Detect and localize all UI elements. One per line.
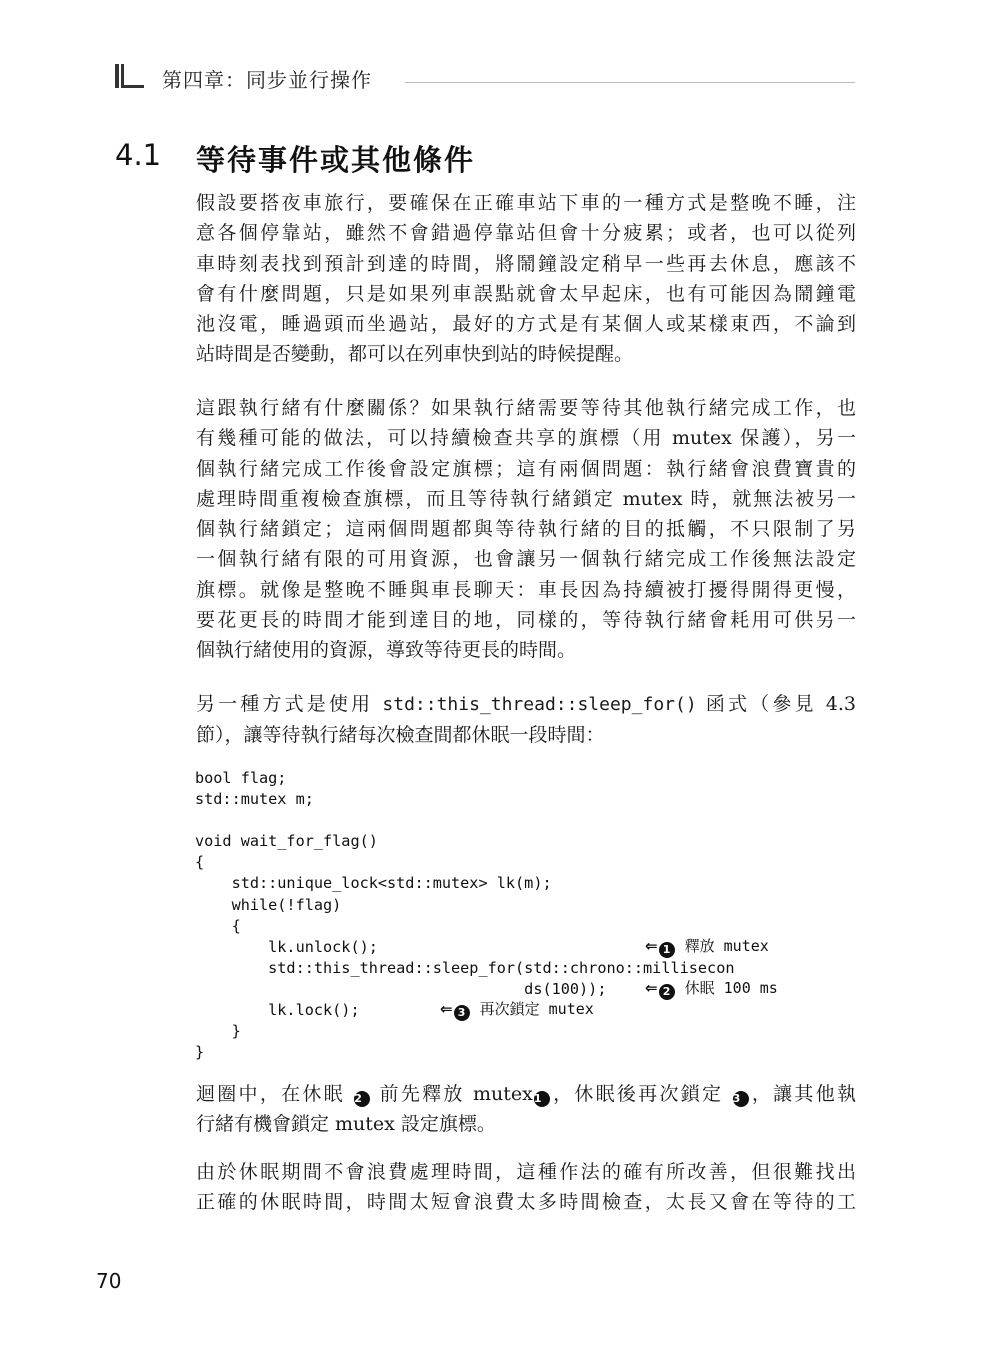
circled-number-2-icon: 2 [659, 984, 675, 1000]
paragraph-line: 假設要搭夜車旅行，要確保在正確車站下車的一種方式是整晚不睡，注 [196, 192, 856, 214]
paragraph-5 [196, 1157, 856, 1218]
text-run: 另一種方式是使用 [196, 693, 383, 715]
paragraph-line: 由於休眠期間不會浪費處理時間，這種作法的確有所改善，但很難找出 [196, 1161, 856, 1183]
annotation-text: 休眠 100 ms [684, 979, 778, 997]
code-line: bool flag; [195, 769, 287, 787]
text-run: 迴圈中，在休眠 [196, 1083, 354, 1105]
section-number: 4.1 [115, 138, 162, 172]
left-double-arrow-icon: ⇐ [645, 979, 658, 997]
paragraph-line: 這跟執行緒有什麼關係？如果執行緒需要等待其他執行緒完成工作，也 [196, 397, 856, 419]
code-line: std::this_thread::sleep_for(std::chrono::millisecon [195, 958, 735, 977]
inline-code: std::this_thread::sleep_for() [382, 694, 697, 715]
paragraph-line [196, 1079, 856, 1109]
code-line: void wait_for_flag() [195, 832, 378, 851]
annotation-text: 釋放 mutex [684, 937, 769, 955]
code-line: { [195, 853, 205, 872]
code-line: lk.unlock(); [195, 937, 378, 956]
paragraph-line: 個執行緒使用的資源，導致等待更長的時間。 [196, 639, 577, 662]
text-run: 前先釋放 mutex [371, 1083, 533, 1105]
paragraph-line: 要花更長的時間才能到達目的地，同樣的，等待執行緒會耗用可供另一 [196, 609, 856, 632]
code-line: } [195, 1043, 205, 1062]
running-header [115, 62, 855, 96]
code-line: } [195, 1022, 241, 1041]
paragraph-line: 正確的休眠時間，時間太短會浪費太多時間檢查，太長又會在等待的工 [196, 1191, 856, 1214]
left-double-arrow-icon: ⇐ [645, 937, 658, 955]
text-run: 函式（參見 4.3 [696, 693, 856, 715]
text-run: ，休眠後再次鎖定 [550, 1083, 732, 1105]
code-line: std::unique_lock<std::mutex> lk(m); [195, 874, 552, 893]
code-annotation-2 [645, 977, 778, 1000]
paragraph-line: 個執行緒完成工作後會設定旗標；這有兩個問題：執行緒會浪費寶貴的 [196, 457, 856, 480]
page-number: 70 [96, 1269, 122, 1293]
paragraph-4 [196, 1079, 856, 1140]
circled-number-3-icon: 3 [454, 1005, 470, 1021]
header-bar-mark [115, 64, 145, 88]
code-line: while(!flag) [195, 895, 342, 914]
code-annotation-1 [645, 935, 769, 958]
paragraph-3 [196, 689, 856, 751]
paragraph-line: 池沒電，睡過頭而坐過站，最好的方式是有某個人或某樣東西，不論到 [196, 313, 856, 336]
paragraph-line: 會有什麼問題，只是如果列車誤點就會太早起床，也有可能因為鬧鐘電 [196, 282, 856, 305]
paragraph-line: 處理時間重複檢查旗標，而且等待執行緒鎖定 mutex 時，就無法被另一 [196, 487, 856, 510]
paragraph-line: 節），讓等待執行緒每次檢查間都休眠一段時間： [196, 724, 605, 747]
left-double-arrow-icon: ⇐ [440, 1000, 453, 1018]
section-title: 等待事件或其他條件 [196, 143, 476, 177]
circled-number-2-icon: 2 [354, 1091, 370, 1107]
paragraph-line: 車時刻表找到預計到達的時間，將鬧鐘設定稍早一些再去休息，應該不 [196, 252, 856, 275]
chapter-title: 第四章：同步並行操作 [162, 68, 372, 92]
annotation-text: 再次鎖定 mutex [479, 1000, 594, 1018]
text-run: ，讓其他執 [749, 1083, 856, 1105]
paragraph-line: 旗標。就像是整晚不睡與車長聊天：車長因為持續被打擾得開得更慢， [196, 578, 856, 601]
header-rule [405, 82, 855, 83]
circled-number-1-icon: 1 [534, 1091, 550, 1107]
code-line: lk.lock(); [195, 1001, 360, 1020]
circled-number-1-icon: 1 [659, 942, 675, 958]
paragraph-line: 站時間是否變動，都可以在列車快到站的時候提醒。 [196, 343, 634, 366]
code-annotation-3 [440, 998, 594, 1021]
paragraph-line: 行緒有機會鎖定 mutex 設定旗標。 [196, 1113, 496, 1136]
paragraph-1 [196, 188, 856, 370]
paragraph-line: 有幾種可能的做法，可以持續檢查共享的旗標（用 mutex 保護），另一 [196, 427, 856, 450]
code-line: { [195, 916, 241, 935]
paragraph-line: 個執行緒鎖定；這兩個問題都與等待執行緒的目的抵觸，不只限制了另 [196, 518, 856, 541]
code-line: std::mutex m; [195, 790, 314, 809]
circled-number-3-icon: 3 [733, 1091, 749, 1107]
paragraph-line: 意各個停靠站，雖然不會錯過停靠站但會十分疲累；或者，也可以從列 [196, 222, 856, 245]
paragraph-line [196, 689, 856, 720]
paragraph-line: 一個執行緒有限的可用資源，也會讓另一個執行緒完成工作後無法設定 [196, 548, 856, 571]
code-line: ds(100)); [195, 979, 607, 998]
paragraph-2 [196, 393, 856, 666]
